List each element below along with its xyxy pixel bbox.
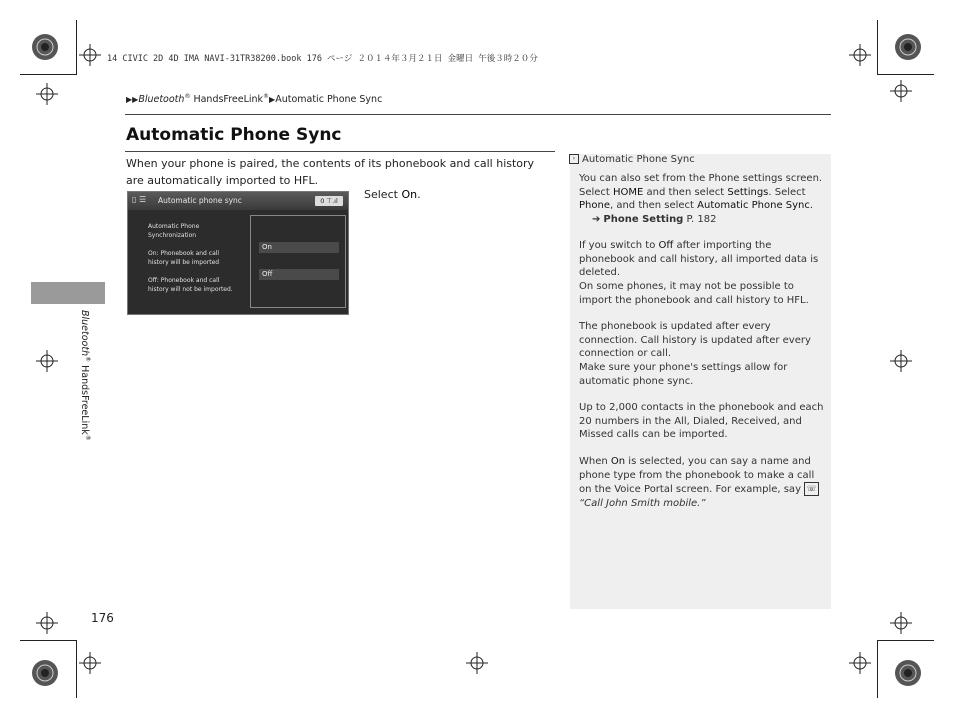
note-permissions: Make sure your phone's settings allow for automatic phone sync.: [579, 362, 788, 387]
instruction-step: Select On.: [364, 188, 421, 201]
crosshair-icon: [36, 612, 58, 634]
note-marker-icon: ›: [569, 154, 579, 164]
screen-title: Automatic phone sync: [158, 196, 242, 205]
crosshair-icon: [890, 612, 912, 634]
crosshair-icon: [849, 652, 871, 674]
breadcrumb-arrow-icon: ▶▶: [126, 95, 139, 105]
intro-paragraph: When your phone is paired, the contents of its phonebook and call history are automatically imported to HFL.: [126, 157, 535, 187]
breadcrumb-arrow-icon: ▶: [269, 95, 276, 105]
note-settings-path: You can also set from the Phone settings screen. Select HOME and then select Settings. Select Phone, and then select Automatic Phone Sync.: [579, 173, 823, 211]
file-header: 14 CIVIC 2D 4D IMA NAVI-31TR38200.book 176 ページ ２０１４年３月２１日 金曜日 午後３時２０分: [107, 54, 538, 64]
signal-status-icon: 0 ⊤.ıl: [315, 196, 343, 206]
crosshair-icon: [36, 83, 58, 105]
breadcrumb-handsfreelink: HandsFreeLink: [190, 94, 264, 106]
screen-image: [127, 191, 349, 315]
xref-arrow-icon: ➔: [592, 214, 601, 225]
breadcrumb-bluetooth: Bluetooth: [138, 94, 185, 106]
registration-target-icon: [30, 658, 60, 688]
notes-heading: › Automatic Phone Sync: [569, 154, 695, 165]
title-rule: [125, 151, 555, 152]
registration-target-icon: [30, 32, 60, 62]
crosshair-icon: [466, 652, 488, 674]
breadcrumb-current: Automatic Phone Sync: [275, 94, 383, 106]
breadcrumb: ▶▶Bluetooth® HandsFreeLink®▶Automatic Phone Sync: [126, 93, 383, 106]
note-update: The phonebook is updated after every connection. Call history is updated after every connection or call.: [579, 321, 811, 359]
page-number: 176: [91, 611, 114, 625]
crosshair-icon: [849, 44, 871, 66]
crosshair-icon: [890, 350, 912, 372]
note-limits: Up to 2,000 contacts in the phonebook and each 20 numbers in the All, Dialed, Received, and Missed calls can be imported.: [579, 402, 824, 440]
section-tab: [31, 282, 105, 304]
crosshair-icon: [890, 80, 912, 102]
crosshair-icon: [36, 350, 58, 372]
header-rule: [125, 114, 831, 115]
screen-on-description: On: Phonebook and call history will be imported: [148, 250, 220, 266]
registration-target-icon: [893, 658, 923, 688]
note-voice: When On is selected, you can say a name and phone type from the phonebook to make a call on the Voice Portal screen. For example, say ☏ “Call John Smith mobile.”: [579, 455, 825, 510]
talk-button-icon: ☏: [804, 482, 819, 496]
registration-target-icon: [893, 32, 923, 62]
options-panel: [250, 215, 346, 308]
option-off: Off: [259, 269, 339, 280]
phone-menu-icon: ▯ ☰: [132, 195, 147, 204]
phone-setting-link[interactable]: ➔ Phone Setting P. 182: [592, 214, 717, 225]
note-compatibility: On some phones, it may not be possible to import the phonebook and call history to HFL.: [579, 281, 809, 306]
side-section-label: Bluetooth® HandsFreeLink®: [78, 310, 91, 441]
screen-off-description: Off: Phonebook and call history will not be imported.: [148, 277, 233, 293]
page-title: Automatic Phone Sync: [126, 125, 342, 145]
option-on: On: [259, 242, 339, 253]
crosshair-icon: [79, 44, 101, 66]
screen-label: Automatic Phone Synchronization: [148, 223, 200, 239]
screen-title-bar: [128, 192, 348, 210]
crosshair-icon: [79, 652, 101, 674]
note-off-deletes: If you switch to Off after importing the phonebook and call history, all imported data is deleted.: [579, 240, 819, 278]
